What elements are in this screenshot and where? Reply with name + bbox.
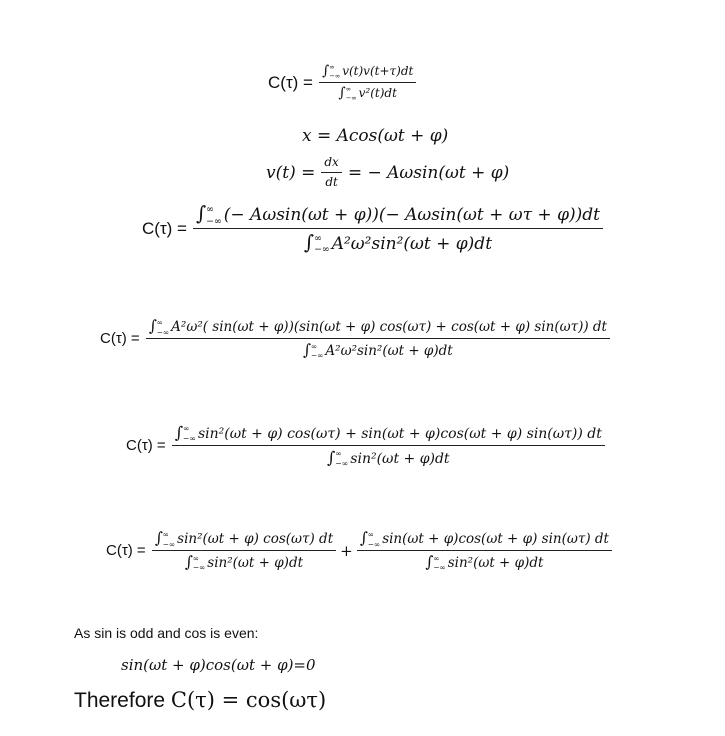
equation-6-denominator: ∫ ∞ −∞ sin²(ωt + φ)dt xyxy=(327,447,450,468)
equation-6-fraction xyxy=(172,424,605,467)
equation-4-denominator: ∫ ∞ −∞ A²ω²sin²(ωt + φ)dt xyxy=(303,230,493,256)
equation-3 xyxy=(266,156,509,190)
equation-5-lhs: C(τ) = xyxy=(100,330,140,348)
equation-1-fraction xyxy=(319,64,416,102)
equation-4-lhs: C(τ) = xyxy=(142,218,187,238)
equation-1-numerator: ∫ ∞ −∞ v(t)v(t+τ)dt xyxy=(319,64,416,83)
equation-5-denominator: ∫ ∞ −∞ A²ω²sin²(ωt + φ)dt xyxy=(302,340,453,361)
equation-7-numerator-1: ∫ ∞ −∞ sin²(ωt + φ) cos(ωτ) dt xyxy=(152,530,336,551)
equation-2 xyxy=(302,126,448,146)
conclusion xyxy=(74,688,326,713)
equation-7-lhs: C(τ) = xyxy=(106,542,146,560)
conclusion-label: Therefore xyxy=(74,689,166,712)
equation-7-denominator-2: ∫ ∞ −∞ sin²(ωt + φ)dt xyxy=(425,552,544,573)
equation-6-numerator: ∫ ∞ −∞ sin²(ωt + φ) cos(ωτ) + sin(ωt + φ)cos(ωt + φ) sin(ωτ)) dt xyxy=(172,424,605,446)
equation-4-fraction xyxy=(193,203,603,255)
equation-3-fraction: $\frac{dx}{dt}$ xyxy=(321,156,341,190)
equation-4-numerator: ∫ ∞ −∞ (− Aωsin(ωt + φ))(− Aωsin(ωt + ωτ + φ))dt xyxy=(193,203,603,229)
note-text: As sin is odd and cos is even: xyxy=(74,625,259,641)
equation-5 xyxy=(100,318,610,360)
equation-1-lhs: C(τ) = xyxy=(268,72,313,92)
equation-7-denominator-1: ∫ ∞ −∞ sin²(ωt + φ)dt xyxy=(184,552,304,573)
equation-6 xyxy=(126,424,605,467)
equation-1 xyxy=(268,64,416,102)
conclusion-result: C(τ) = cos(ωτ) xyxy=(170,688,327,712)
equation-1-denominator: ∫ ∞ −∞ v²(t)dt xyxy=(338,84,397,102)
equation-5-numerator: ∫ ∞ −∞ A²ω²( sin(ωt + φ))(sin(ωt + φ) cos(ωτ) + cos(ωt + φ) sin(ωτ)) dt xyxy=(146,318,610,339)
equation-7-numerator-2: ∫ ∞ −∞ sin(ωt + φ)cos(ωt + φ) sin(ωτ) dt xyxy=(357,530,612,551)
identity-equation: sin(ωt + φ)cos(ωt + φ)=0 xyxy=(121,656,316,674)
equation-5-fraction xyxy=(146,318,610,360)
equation-7 xyxy=(106,530,612,572)
equation-4 xyxy=(142,203,603,255)
equation-3-rhs: = − Aωsin(ωt + φ) xyxy=(347,162,510,183)
equation-7-plus: + xyxy=(340,541,353,560)
equation-7-fraction-2 xyxy=(357,530,612,572)
equation-3-lhs: v(t) = xyxy=(266,162,316,183)
equation-6-lhs: C(τ) = xyxy=(126,437,166,455)
equation-7-fraction-1 xyxy=(152,530,336,572)
equation-2-text: x = Acos(ωt + φ) xyxy=(302,126,449,146)
